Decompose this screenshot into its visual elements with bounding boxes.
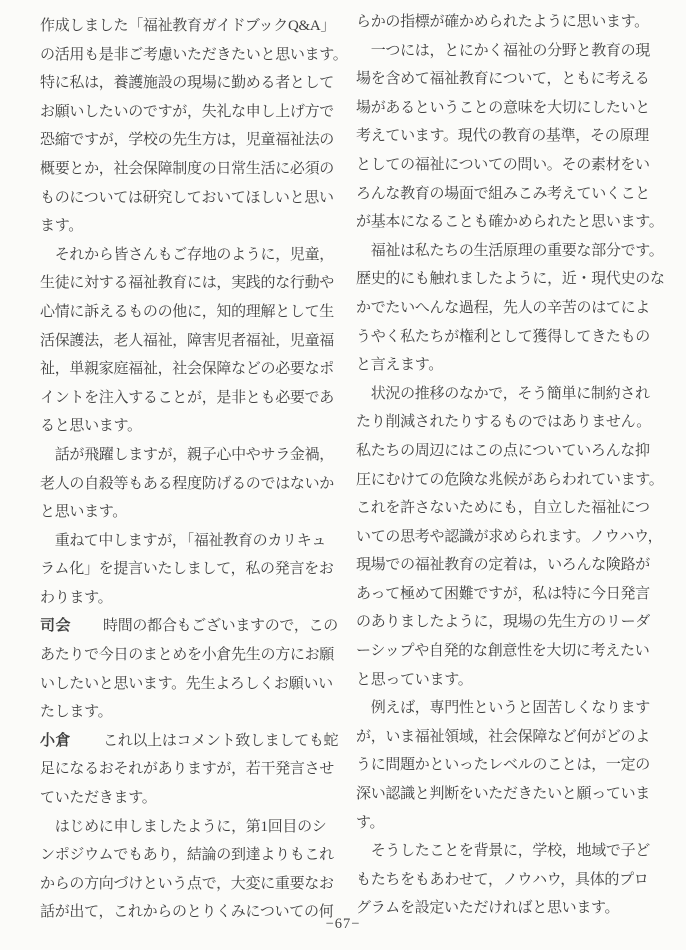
speaker-label: 司会: [40, 617, 72, 635]
text-line: のありましたように，現場の先生方のリーダ: [356, 614, 651, 631]
text-line: 祉，単親家庭福祉，社会保障などの必要なポ: [40, 361, 335, 378]
text-line: 話が飛躍しますが，親子心中やサラ金禍，: [40, 446, 335, 463]
text-line: グラムを設定いただければと思います。: [356, 900, 620, 917]
text-line: わります。: [40, 589, 113, 606]
text-line: と思っています。: [356, 671, 473, 688]
text-line: 例えば，専門性というと固苦しくなります: [356, 700, 651, 717]
text-line: が，いま福祉領域，社会保障など何がどのよ: [356, 728, 651, 745]
text-line: 足になるおそれがありますが，若干発言させ: [40, 761, 335, 778]
text-line: 老人の自殺等もある程度防げるのではないか: [40, 475, 335, 492]
page-number: −67−: [325, 916, 361, 932]
speaker-text: 時間の都合もございますので，この: [103, 618, 338, 635]
text-line: それから皆さんもご存地のように，児童，: [40, 246, 335, 263]
text-line: いての思考や認識が求められます。ノウハウ，: [356, 528, 663, 545]
text-column-left: [40, 12, 348, 927]
text-line: そうしたことを背景に，学校，地域で子ど: [356, 843, 651, 860]
text-line: あって極めて困難ですが，私は特に今日発言: [356, 585, 650, 602]
text-line: 考えています。現代の教育の基準，その原理: [356, 128, 649, 145]
text-line: [40, 612, 344, 641]
text-line: ていただきます。: [40, 790, 157, 807]
text-line: の活用も是非ご考慮いただきたいと思います。: [40, 46, 348, 63]
text-line: ろんな教育の場面で組みこみ考えていくこと: [356, 185, 651, 202]
text-line: 場があるということの意味を大切にしたいと: [356, 99, 651, 116]
text-line: ラム化」を提言いたしまして，私の発言をお: [40, 561, 334, 578]
text-line: もたちをもあわせて，ノウハウ，具体的プロ: [356, 871, 649, 888]
text-line: からの方向づけという点で，大変に重要なお: [40, 875, 334, 892]
text-line: としての福祉についての問い。その素材をい: [356, 156, 650, 173]
text-line: 歴史的にも触れましたように，近・現代史のな: [356, 271, 665, 288]
text-line: ものについては研究しておいてほしいと思い: [40, 189, 334, 206]
text-line: 心情に訴えるものの他に，知的理解として生: [40, 303, 335, 320]
text-line: ーシップや自発的な創意性を大切に考えたい: [356, 643, 650, 660]
text-line: 場を含めて福祉教育について，ともに考える: [356, 71, 650, 88]
text-line: [40, 727, 344, 756]
text-line: 重ねて中しますが，「福祉教育のカリキュ: [40, 532, 327, 549]
text-line: はじめに申しましたように，第1回目のシ: [40, 818, 327, 835]
text-line: イントを注入することが，是非とも必要であ: [40, 389, 335, 406]
text-line: 深い認識と判断をいただきたいと願っていま: [356, 786, 651, 803]
text-line: たします。: [40, 704, 113, 721]
text-line: と思います。: [40, 504, 128, 521]
text-line: 一つには，とにかく福祉の分野と教育の現: [356, 42, 651, 59]
text-line: 現場での福祉教育の定着は，いろんな険路が: [356, 557, 651, 574]
text-line: 私たちの周辺にはこの点についていろんな抑: [356, 442, 650, 459]
text-line: お願いしたいのですが，失礼な申し上げ方で: [40, 103, 335, 120]
text-line: たり削減されたりするものではありません。: [356, 414, 651, 431]
text-line: 話が出て，これからのとりくみについての何: [40, 904, 334, 921]
text-line: 圧にむけての危険な兆候があらわれています。: [356, 471, 664, 488]
text-line: 特に私は，養護施設の現場に勤める者として: [40, 75, 335, 92]
speaker-label: 小倉: [40, 731, 72, 749]
text-line: ます。: [40, 218, 83, 235]
text-line: が基本になることも確かめられたと思います。: [356, 214, 664, 231]
text-line: うやく私たちが権利として獲得してきたもの: [356, 328, 651, 345]
speaker-text: これ以上はコメント致しましても蛇: [103, 732, 339, 749]
text-line: と言えます。: [356, 357, 444, 374]
text-line: す。: [356, 814, 385, 831]
text-line: 概要とか，社会保障制度の日常生活に必須の: [40, 160, 335, 177]
text-column-right: [356, 8, 665, 923]
text-line: らかの指標が確かめられたように思います。: [356, 14, 649, 30]
text-line: 福祉は私たちの生活原理の重要な部分です。: [356, 242, 664, 259]
text-line: 生徒に対する福祉教育には，実践的な行動や: [40, 275, 335, 292]
text-line: これを許さないためにも，自立した福祉につ: [356, 500, 650, 517]
text-line: うに問題かといったレベルのことは，一定の: [356, 757, 651, 774]
text-line: ンポジウムでもあり，結論の到達よりもこれ: [40, 847, 334, 864]
text-line: いしたいと思います。先生よろしくお願いい: [40, 675, 333, 692]
text-line: 状況の推移のなかで，そう簡単に制約され: [356, 385, 650, 402]
text-line: あたりで今日のまとめを小倉先生の方にお願: [40, 647, 335, 664]
text-line: ると思います。: [40, 418, 142, 435]
text-line: 作成しました「福祉教育ガイドブックQ&A」: [40, 18, 336, 34]
text-line: かでたいへんな過程，先人の辛苦のはてによ: [356, 299, 651, 316]
text-line: 活保護法，老人福祉，障害児者福祉，児童福: [40, 332, 335, 349]
text-line: 恐縮ですが，学校の先生方は，児童福祉法の: [40, 132, 335, 149]
